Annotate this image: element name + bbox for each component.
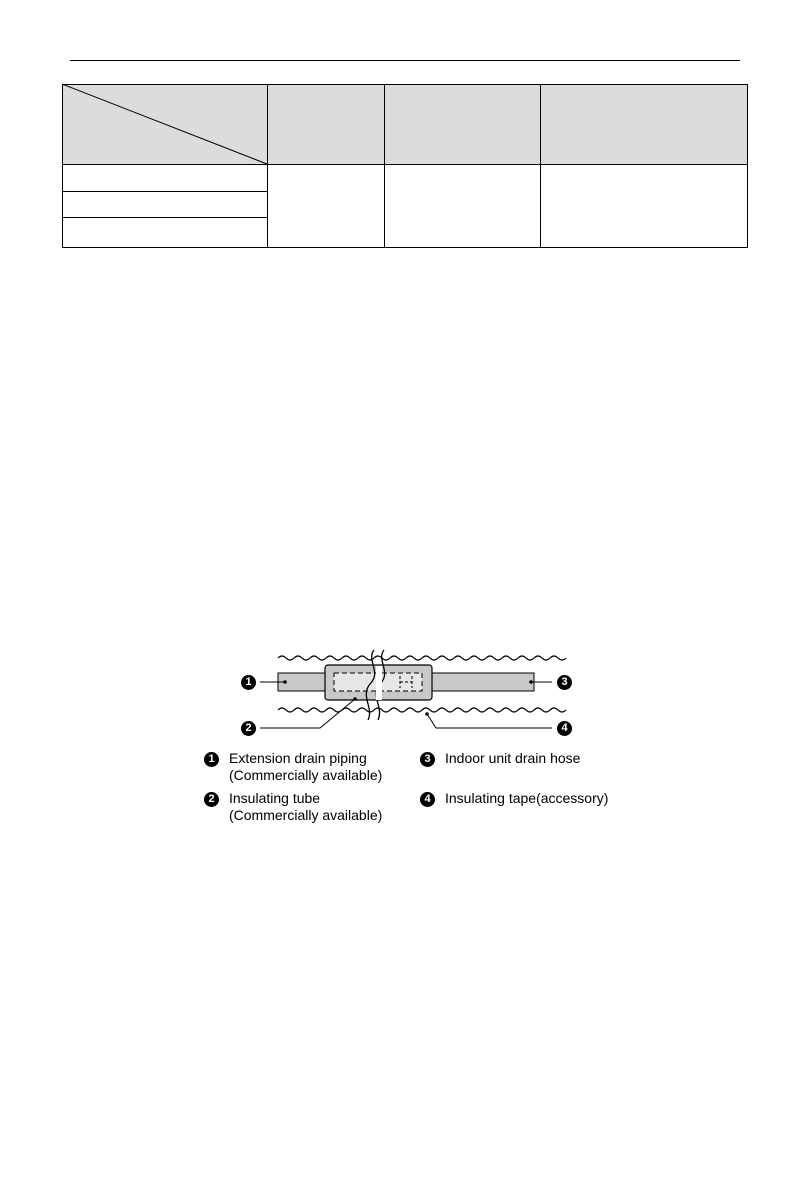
header-rule — [70, 60, 740, 61]
break-gap — [376, 666, 382, 700]
legend-4-badge: 4 — [420, 792, 435, 807]
leader-1-dot — [283, 680, 287, 684]
legend-4-line1: Insulating tape(accessory) — [445, 790, 609, 806]
leader-3-dot — [529, 680, 533, 684]
legend-3-badge: 3 — [420, 752, 435, 767]
callout-1: 1 — [241, 675, 256, 690]
leader-2 — [260, 699, 355, 728]
legend-2-badge: 2 — [204, 792, 219, 807]
callout-3: 3 — [557, 675, 572, 690]
insulation-bottom-wave — [278, 708, 566, 712]
callout-4: 4 — [557, 721, 572, 736]
legend-2-line2: (Commercially available) — [229, 807, 383, 823]
spec-table — [62, 84, 748, 248]
insulation-top-wave — [278, 656, 566, 660]
spec-table-grid — [62, 84, 748, 248]
callout-2: 2 — [241, 721, 256, 736]
leader-2-dot — [353, 697, 357, 701]
legend-1-line2: (Commercially available) — [229, 767, 383, 783]
legend-3-line1: Indoor unit drain hose — [445, 750, 581, 766]
legend-2-line1: Insulating tube — [229, 790, 321, 806]
leader-4 — [427, 714, 552, 728]
pipe-drawing — [196, 638, 616, 738]
leader-4-dot — [425, 712, 429, 716]
legend-1-badge: 1 — [204, 752, 219, 767]
drain-insulation-diagram — [196, 638, 616, 838]
legend-1-line1: Extension drain piping — [229, 750, 367, 766]
